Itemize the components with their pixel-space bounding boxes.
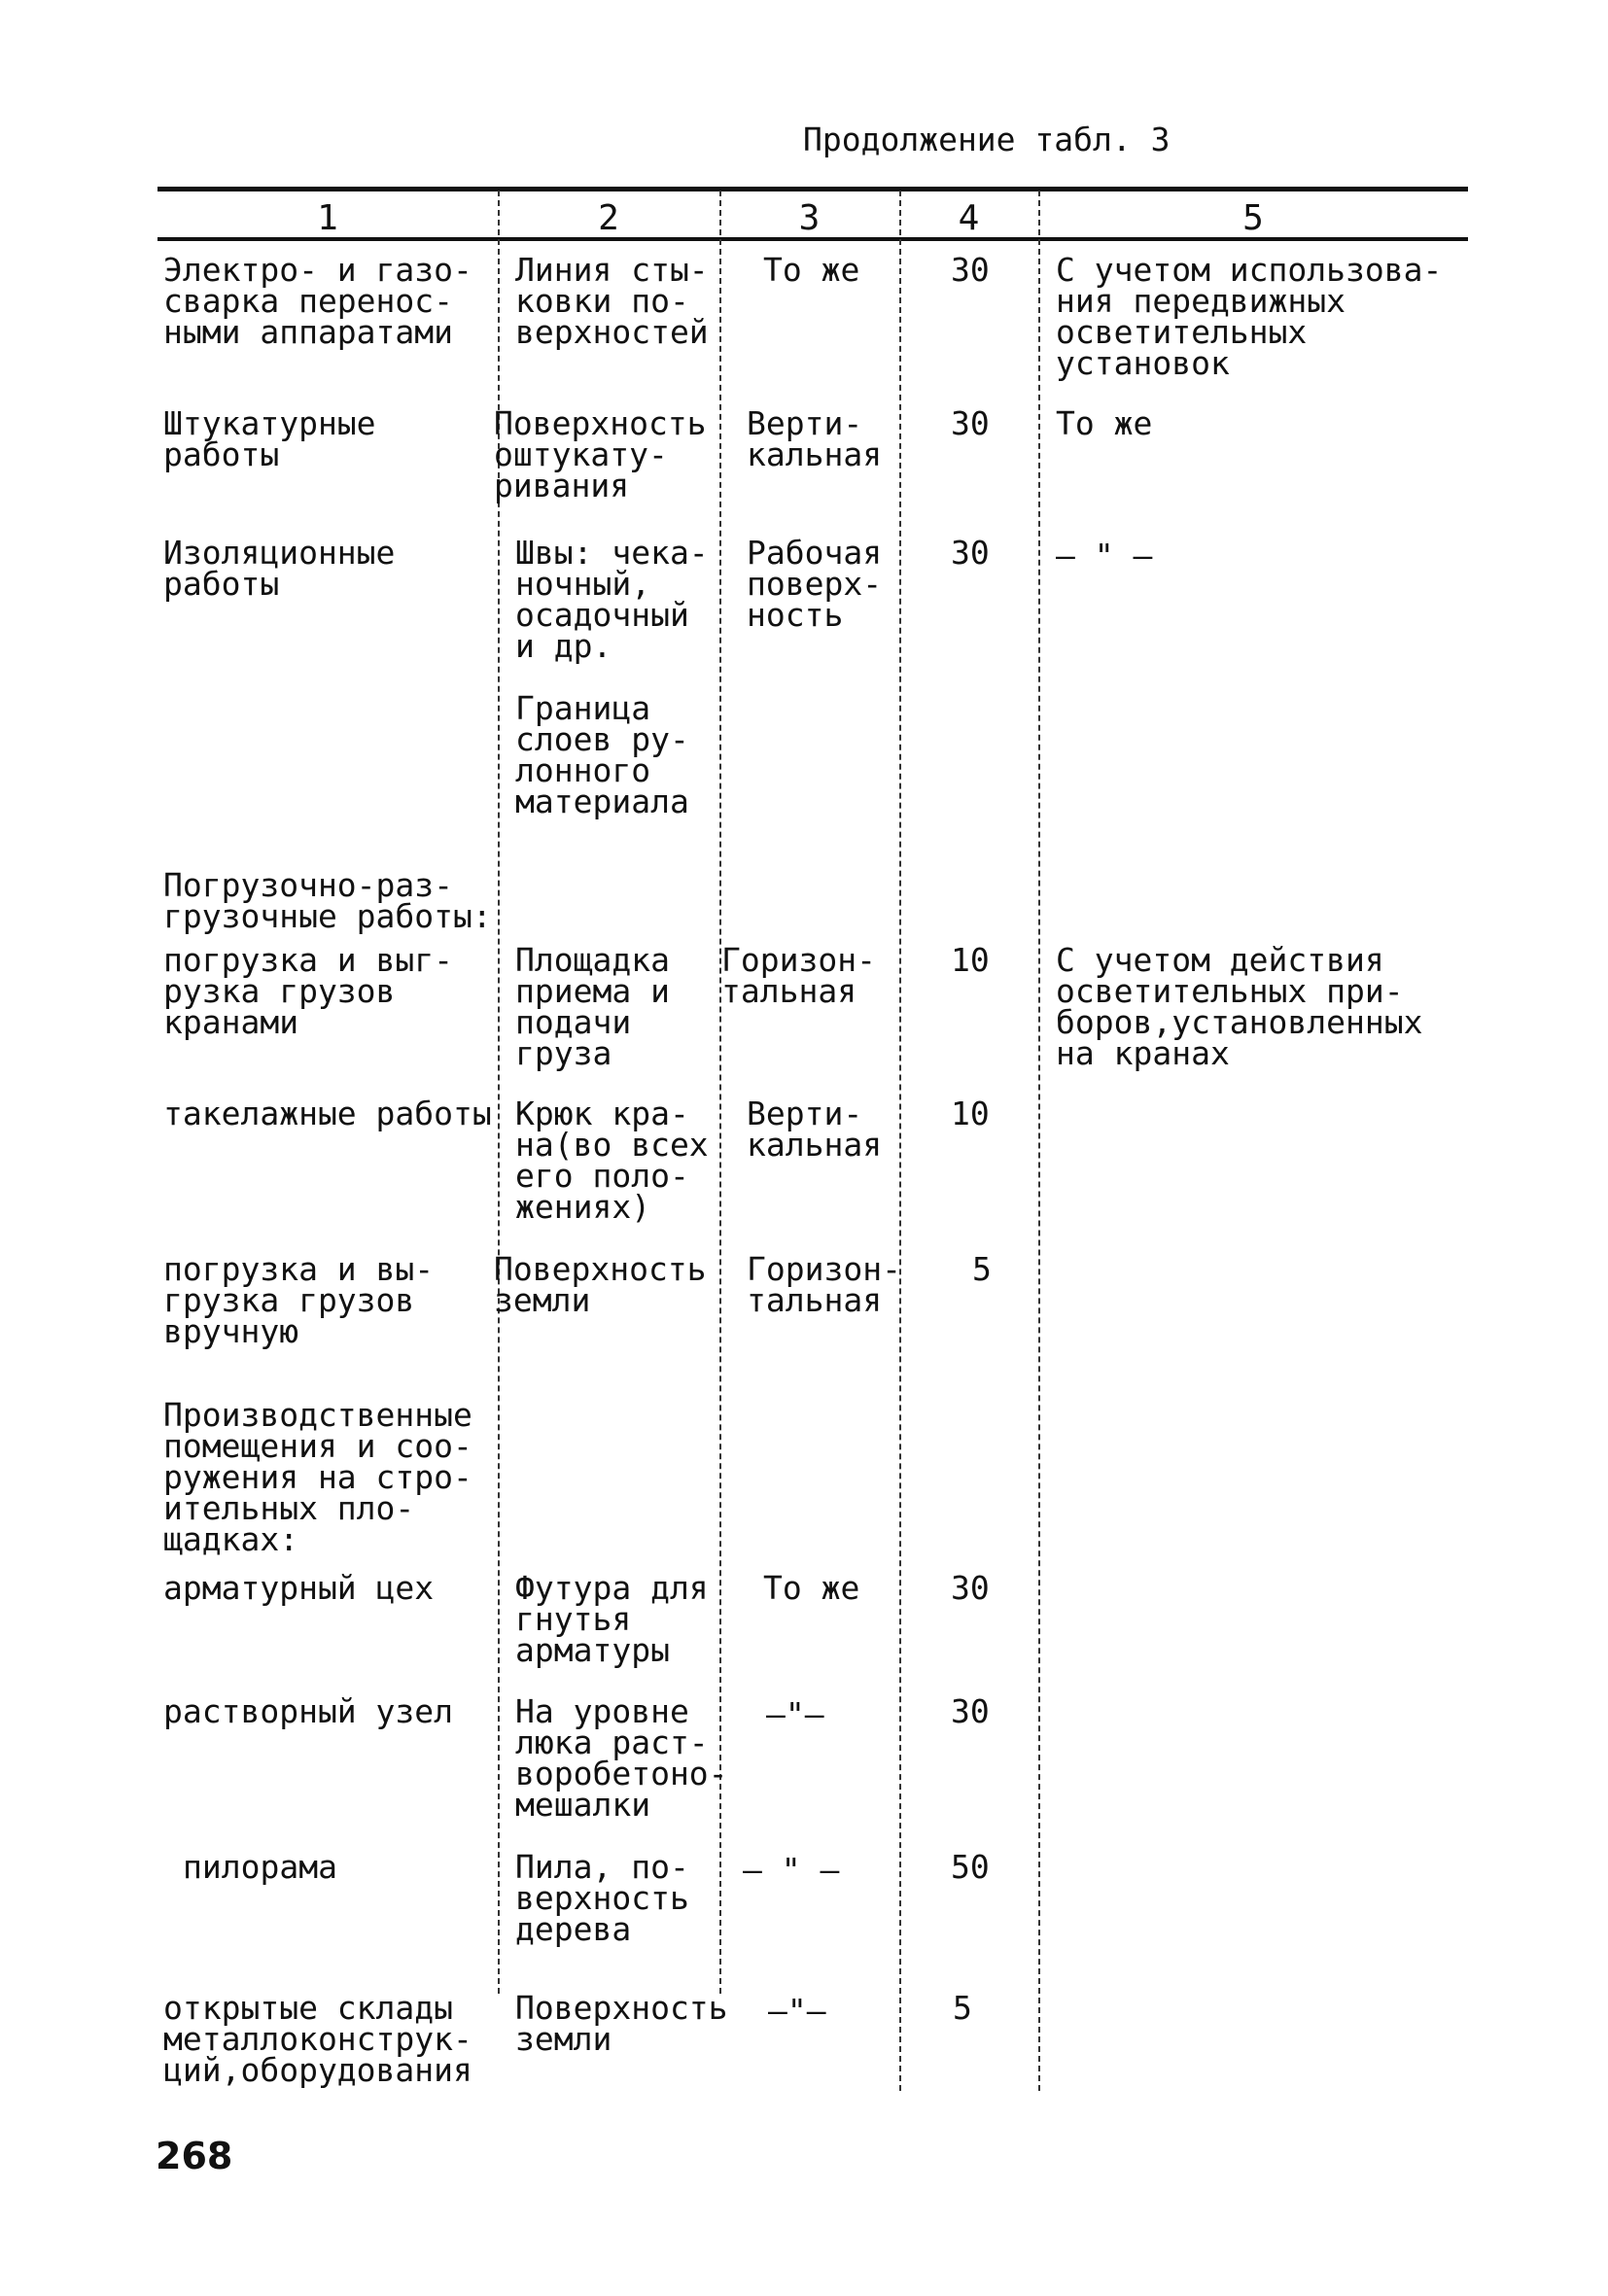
table-cell: На уровне люка раст- воробетоно- мешалки <box>515 1692 728 1824</box>
column-divider-3 <box>899 191 901 2091</box>
table-cell: То же <box>763 251 860 289</box>
table-cell: То же <box>763 1569 860 1607</box>
table-cell: 5 <box>953 1989 972 2027</box>
table-cell: Швы: чека- ночный, осадочный и др. <box>515 534 709 665</box>
table-cell: 10 <box>951 1095 990 1132</box>
table-cell: пилорама <box>183 1848 337 1886</box>
table-cell: арматурный цех <box>163 1569 435 1607</box>
table-cell: Площадка приема и подачи груза <box>515 941 670 1072</box>
table-cell: С учетом действия осветительных при- боров,установленных на кранах <box>1056 941 1423 1072</box>
table-cell: Горизон- тальная <box>721 941 876 1010</box>
page-number: 268 <box>156 2135 233 2177</box>
table-cell: Футура для гнутья арматуры <box>515 1569 709 1669</box>
table-cell: Поверхность земли <box>515 1989 728 2058</box>
table-cell: такелажные работы <box>163 1095 492 1132</box>
table-cell: открытые склады металлоконструк- ций,оборудования <box>163 1989 472 2089</box>
table-cell: Поверхность земли <box>494 1250 707 1319</box>
table-cell: Штукатурные работы <box>163 404 376 473</box>
table-cell: 30 <box>951 1692 990 1730</box>
table-cell: —"— <box>766 1695 824 1733</box>
table-cell: Верти- кальная <box>747 1095 883 1164</box>
table-cell: 30 <box>951 251 990 289</box>
table-cell: С учетом использова- ния передвижных осветительных установок <box>1056 251 1443 382</box>
table-cell: 5 <box>972 1250 992 1288</box>
table-cell: 30 <box>951 404 990 442</box>
table-cell: Горизон- тальная <box>747 1250 901 1319</box>
column-header-2: 2 <box>598 198 619 238</box>
table-top-rule <box>157 187 1468 191</box>
table-cell: — " — <box>1056 537 1153 574</box>
table-cell: растворный узел <box>163 1692 454 1730</box>
table-cell: Поверхность оштукату- ривания <box>494 404 707 504</box>
table-cell: Изоляционные работы <box>163 534 396 603</box>
table-cell: Погрузочно-раз- грузочные работы: <box>163 866 492 935</box>
table-caption: Продолжение табл. 3 <box>803 121 1171 158</box>
table-cell: 10 <box>951 941 990 979</box>
table-cell: —"— <box>768 1992 826 2030</box>
column-divider-4 <box>1038 191 1040 2091</box>
table-cell: Производственные помещения и соо- ружения на стро- ительных пло- щадках: <box>163 1396 472 1558</box>
column-header-5: 5 <box>1242 198 1264 238</box>
column-header-4: 4 <box>958 198 980 238</box>
table-cell: Линия сты- ковки по- верхностей <box>515 251 709 351</box>
table-cell: Рабочая поверх- ность <box>747 534 883 634</box>
table-cell: Граница слоев ру- лонного материала <box>515 689 689 820</box>
table-cell: 50 <box>951 1848 990 1886</box>
table-cell: Пила, по- верхность дерева <box>515 1848 689 1948</box>
table-cell: 30 <box>951 534 990 572</box>
table-cell: погрузка и вы- грузка грузов вручную <box>163 1250 435 1350</box>
table-cell: — " — <box>743 1851 840 1889</box>
table-cell: Электро- и газо- сварка перенос- ными аппаратами <box>163 251 472 351</box>
table-cell: Верти- кальная <box>747 404 883 473</box>
table-cell: Крюк кра- на(во всех его поло- жениях) <box>515 1095 709 1226</box>
column-header-1: 1 <box>317 198 338 238</box>
table-cell: погрузка и выг- рузка грузов кранами <box>163 941 454 1041</box>
table-cell: То же <box>1056 404 1153 442</box>
table-cell: 30 <box>951 1569 990 1607</box>
column-header-3: 3 <box>798 198 821 238</box>
